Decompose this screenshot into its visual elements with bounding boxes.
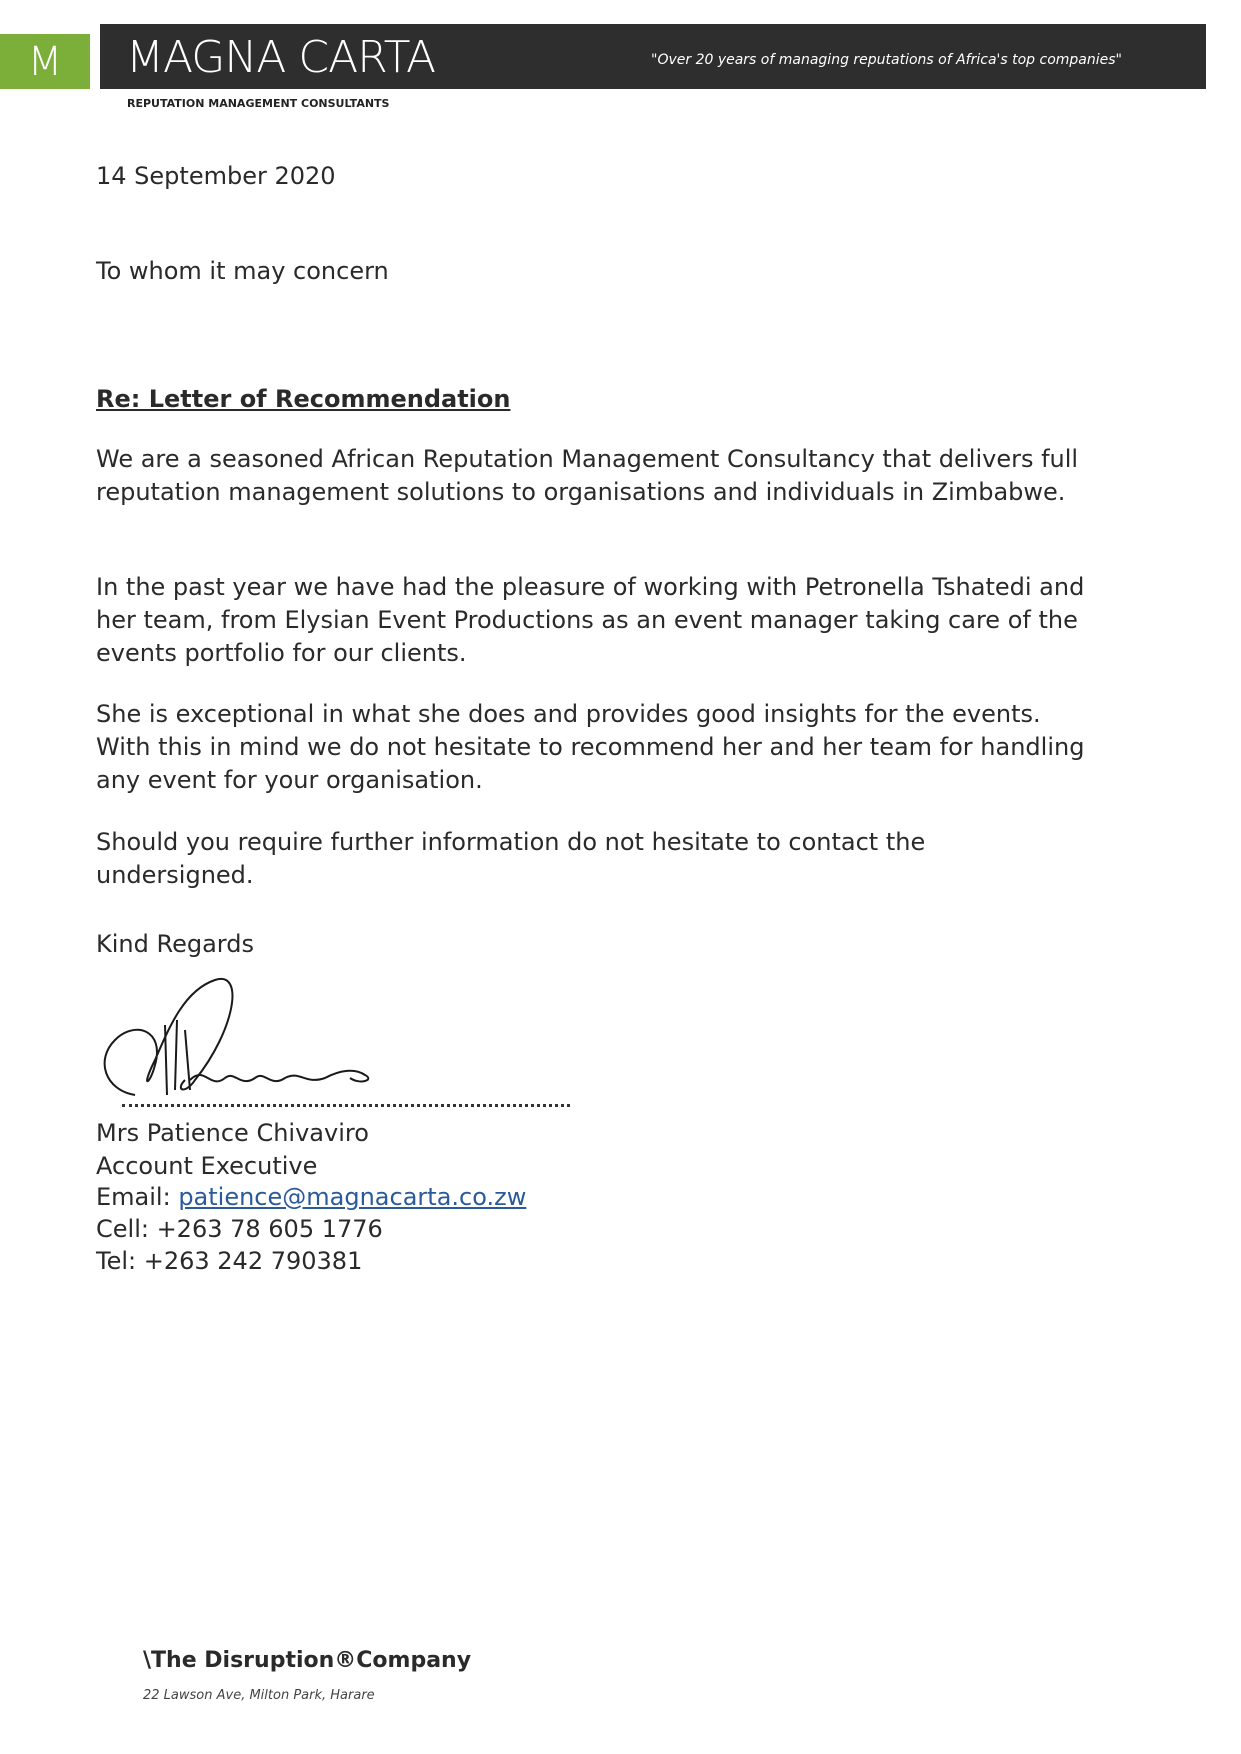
footer-brand: \The Disruption®Company xyxy=(143,1648,472,1673)
signatory-title: Account Executive xyxy=(96,1152,318,1180)
paragraph-3: She is exceptional in what she does and provides good insights for the events. With this in mind we do not hesitate to recommend her and her team for handling any event for your organisation. xyxy=(96,700,1085,794)
company-subtitle: REPUTATION MANAGEMENT CONSULTANTS xyxy=(127,97,390,110)
footer-address: 22 Lawson Ave, Milton Park, Harare xyxy=(143,1688,375,1703)
header-bar xyxy=(100,24,1206,89)
paragraph-4: Should you require further information do not hesitate to contact the undersigned. xyxy=(96,828,926,889)
letter-date: 14 September 2020 xyxy=(96,162,336,190)
logo xyxy=(0,34,90,89)
tagline: "Over 20 years of managing reputations of Africa's top companies" xyxy=(651,52,1122,68)
paragraph-2: In the past year we have had the pleasure of working with Petronella Tshatedi and her team, from Elysian Event Productions as an event manager taking care of the events portfolio for our clients. xyxy=(96,573,1085,667)
paragraph-1: We are a seasoned African Reputation Management Consultancy that delivers full reputation management solutions to organisations and individuals in Zimbabwe. xyxy=(96,445,1079,506)
signature xyxy=(95,970,425,1115)
signatory-name: Mrs Patience Chivaviro xyxy=(96,1119,369,1147)
signature-line xyxy=(122,1104,570,1107)
subject-heading: Re: Letter of Recommendation xyxy=(96,385,511,413)
signatory-email-line xyxy=(96,1181,1096,1214)
signatory-tel: Tel: +263 242 790381 xyxy=(96,1247,363,1275)
salutation: To whom it may concern xyxy=(96,257,389,285)
closing: Kind Regards xyxy=(96,930,254,958)
signatory-cell: Cell: +263 78 605 1776 xyxy=(96,1215,383,1243)
email-link[interactable]: patience@magnacarta.co.zw xyxy=(178,1183,527,1211)
logo-letter: M xyxy=(27,38,63,85)
company-name: MAGNA CARTA xyxy=(126,32,436,83)
email-label: Email: xyxy=(96,1183,179,1211)
